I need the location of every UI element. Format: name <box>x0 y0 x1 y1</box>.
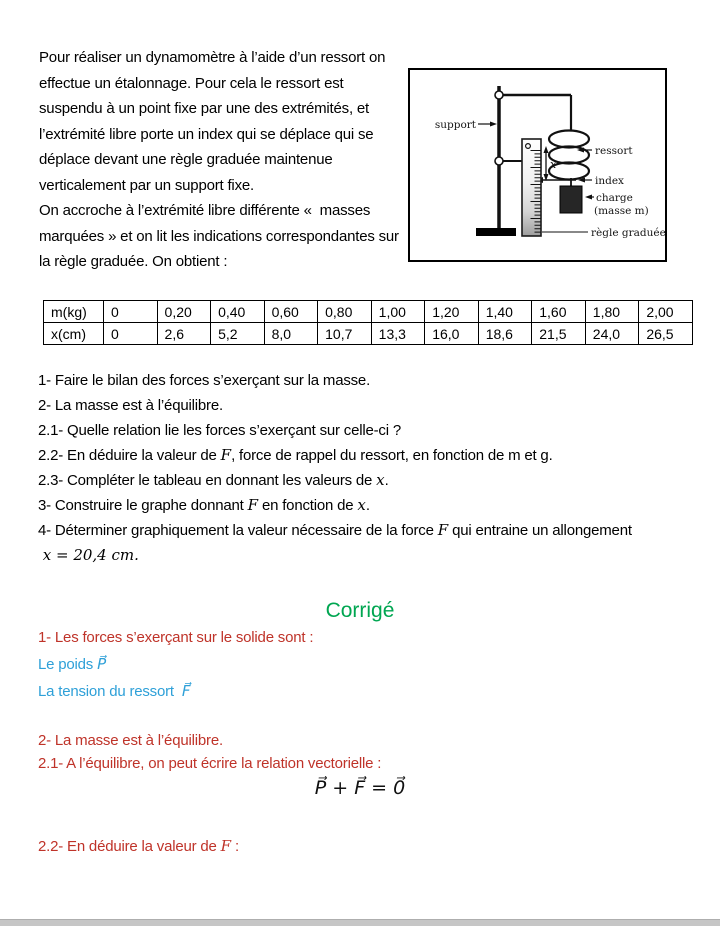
figure-label-masse: (masse m) <box>594 205 649 217</box>
table-cell: 26,5 <box>639 323 693 345</box>
answer-line: 2- La masse est à l’équilibre. <box>38 732 223 749</box>
table-row <box>44 323 693 345</box>
x-arrowhead-up <box>544 146 549 153</box>
spring-coil <box>549 131 589 148</box>
charge-arrowhead <box>585 195 592 200</box>
vector-equation: P⃗ + F⃗ = 0⃗ <box>314 777 406 799</box>
table-cell: 18,6 <box>478 323 532 345</box>
table-cell: 21,5 <box>532 323 586 345</box>
paragraph-line: l’extrémité libre porte un index qui se déplace qui se <box>39 125 374 143</box>
table-cell: 0 <box>104 323 158 345</box>
question-line: 2.2- En déduire la valeur de F, force de rappel du ressort, en fonction de m et g. <box>38 446 553 464</box>
table-cell: 0,40 <box>211 301 265 323</box>
table-cell: 2,00 <box>639 301 693 323</box>
table-cell: 1,60 <box>532 301 586 323</box>
table-cell: 1,40 <box>478 301 532 323</box>
table-row-header: m(kg) <box>44 301 104 323</box>
table-cell: 0 <box>104 301 158 323</box>
ruler-hole <box>526 144 531 149</box>
x-dimension-label: x <box>550 158 557 171</box>
question-line: 2.1- Quelle relation lie les forces s’exerçant sur celle-ci ? <box>38 422 401 439</box>
paragraph-line: Pour réaliser un dynamomètre à l’aide d’un ressort on <box>39 49 386 66</box>
calibration-table <box>43 300 693 345</box>
intro-paragraph <box>39 45 419 275</box>
figure-label-index: index <box>595 175 624 187</box>
table-cell: 8,0 <box>264 323 318 345</box>
answer-line: 1- Les forces s’exerçant sur le solide sont : <box>38 629 314 646</box>
page-separator <box>0 919 720 926</box>
charge-mass <box>560 186 582 213</box>
corrige-heading: Corrigé <box>325 599 395 622</box>
table-cell: 0,20 <box>157 301 211 323</box>
figure-label-support: support <box>434 119 476 131</box>
answer-line: Le poids P⃗ <box>38 655 107 673</box>
table-row-header: x(cm) <box>44 323 104 345</box>
table-cell: 16,0 <box>425 323 479 345</box>
table-cell: 1,80 <box>585 301 639 323</box>
apparatus-drawing <box>410 70 665 260</box>
question-line: 3- Construire le graphe donnant F en fonction de x. <box>38 496 370 514</box>
question-line: 1- Faire le bilan des forces s’exerçant sur la masse. <box>38 372 371 389</box>
question-line: 4- Déterminer graphiquement la valeur nécessaire de la force F qui entraine un allongement <box>38 521 632 539</box>
paragraph-line: la règle graduée. On obtient : <box>39 253 228 270</box>
table-cell: 13,3 <box>371 323 425 345</box>
answer-line: La tension du ressort F⃗ <box>38 682 191 700</box>
table-cell: 5,2 <box>211 323 265 345</box>
figure-label-charge: charge <box>596 192 633 204</box>
paragraph-line: suspendu à un point fixe par une des extrémités, et <box>39 100 370 117</box>
paragraph-line: déplace devant une règle graduée maintenue <box>39 151 333 168</box>
apparatus-figure <box>408 68 667 262</box>
table-cell: 1,20 <box>425 301 479 323</box>
paragraph-line: marquées » et on lit les indications correspondantes sur <box>39 227 399 245</box>
lower-clamp <box>495 157 503 165</box>
question-line: x = 20,4 cm. <box>38 546 139 564</box>
figure-label-ressort: ressort <box>595 145 633 157</box>
paragraph-line: verticalement par un support fixe. <box>39 176 254 194</box>
question-line: 2.3- Compléter le tableau en donnant les valeurs de x. <box>38 471 389 489</box>
table-cell: 1,00 <box>371 301 425 323</box>
questions-list <box>38 368 698 568</box>
answer-line: 2.2- En déduire la valeur de F : <box>38 837 240 855</box>
answer-line: 2.1- A l’équilibre, on peut écrire la relation vectorielle : <box>38 755 382 772</box>
table-row <box>44 301 693 323</box>
paragraph-line: effectue un étalonnage. Pour cela le ressort est <box>39 74 344 92</box>
table-cell: 24,0 <box>585 323 639 345</box>
question-line: 2- La masse est à l’équilibre. <box>38 397 223 414</box>
paragraph-line: On accroche à l’extrémité libre différente « masses <box>39 202 371 219</box>
top-clamp <box>495 91 503 99</box>
stand-base <box>476 228 516 236</box>
table-cell: 10,7 <box>318 323 372 345</box>
table-cell: 0,60 <box>264 301 318 323</box>
figure-label-regle: règle graduée <box>591 227 665 239</box>
table-cell: 2,6 <box>157 323 211 345</box>
support-arrowhead <box>490 122 497 127</box>
table-cell: 0,80 <box>318 301 372 323</box>
